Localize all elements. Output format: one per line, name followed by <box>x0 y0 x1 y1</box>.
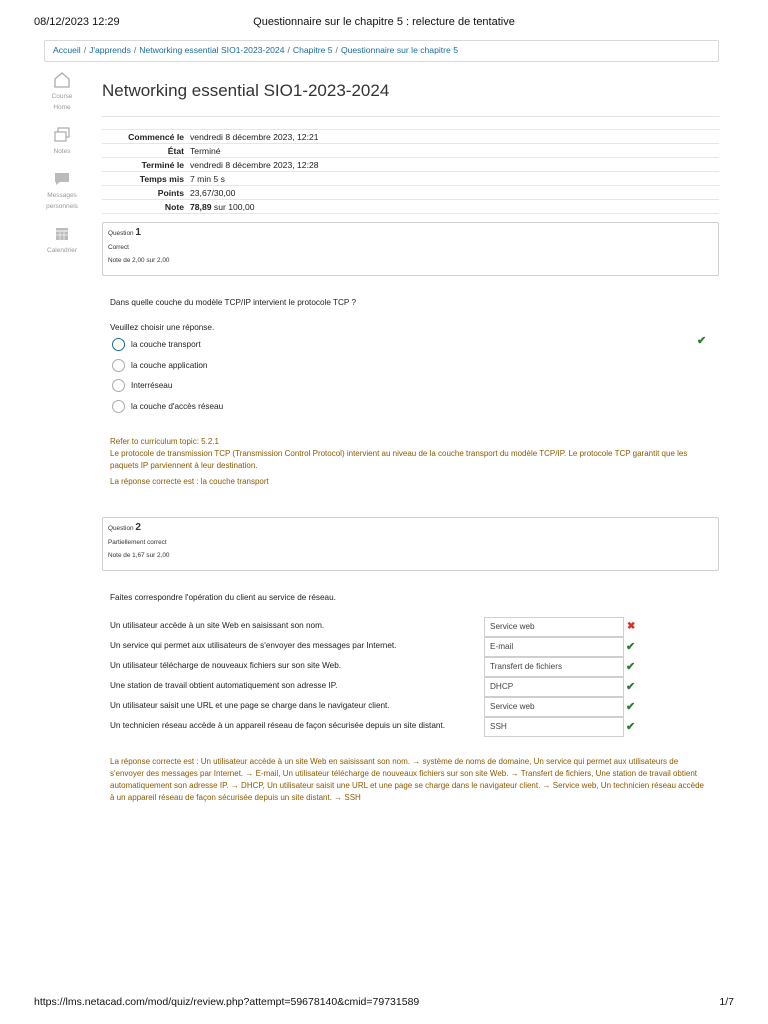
summary-label: Temps mis <box>139 173 184 184</box>
summary-row <box>102 144 719 158</box>
summary-row <box>102 130 719 144</box>
grade-value: 78,89 <box>190 201 212 212</box>
attempt-summary-table <box>102 129 719 214</box>
messages-icon <box>53 171 71 187</box>
nav-calendar[interactable] <box>40 226 84 256</box>
match-row <box>110 697 640 717</box>
nav-messages[interactable] <box>40 171 84 212</box>
radio-selected[interactable] <box>112 338 125 351</box>
grade-scale: sur 100,00 <box>213 201 255 212</box>
correct-check-icon: ✔ <box>626 701 636 713</box>
radio[interactable] <box>112 359 125 372</box>
question-state: Correct <box>108 244 129 251</box>
nav-label-messages: Messages personnels <box>46 192 78 210</box>
summary-value: vendredi 8 décembre 2023, 12:21 <box>190 131 319 142</box>
match-row <box>110 657 640 677</box>
feedback-topic: Refer to curriculum topic: 5.2.1 <box>110 437 219 446</box>
question-number <box>108 522 713 533</box>
match-stem: Un utilisateur saisit une URL et une page se charge dans le navigateur client. <box>110 701 390 710</box>
incorrect-cross-icon: ✖ <box>627 621 636 632</box>
question-1-info <box>102 222 719 276</box>
match-stem: Un utilisateur accède à un site Web en saisissant son nom. <box>110 621 325 630</box>
question-1-prompt: Veuillez choisir une réponse. <box>110 323 215 332</box>
summary-value: vendredi 8 décembre 2023, 12:28 <box>190 159 319 170</box>
home-icon <box>53 72 71 88</box>
nav-label-calendar: Calendrier <box>47 247 77 254</box>
match-answer-select[interactable]: Transfert de fichiers <box>484 657 624 677</box>
match-answer-select[interactable]: Service web <box>484 617 624 637</box>
radio[interactable] <box>112 379 125 392</box>
answer-option[interactable] <box>112 399 223 414</box>
nav-course-home[interactable] <box>40 72 84 113</box>
question-1-feedback <box>110 436 710 472</box>
breadcrumb: Accueil / J'apprends / Networking essential SIO1-2023-2024 / Chapitre 5 / Questionnaire sur le chapitre 5 <box>44 40 719 62</box>
answer-option[interactable] <box>112 337 201 352</box>
question-number-value: 2 <box>135 522 141 533</box>
left-navigation <box>40 72 84 270</box>
breadcrumb-chapter[interactable]: Chapitre 5 <box>292 45 333 55</box>
correct-check-icon: ✔ <box>626 661 636 673</box>
question-number-value: 1 <box>135 227 141 238</box>
question-label: Question <box>108 230 134 237</box>
answer-option-label: la couche d'accès réseau <box>131 402 224 411</box>
page-title: Networking essential SIO1-2023-2024 <box>102 81 390 100</box>
summary-label: Commencé le <box>128 131 184 142</box>
match-stem: Une station de travail obtient automatiquement son adresse IP. <box>110 681 338 690</box>
print-document-title: Questionnaire sur le chapitre 5 : relecture de tentative <box>253 16 515 28</box>
match-answer-select[interactable]: SSH <box>484 717 624 737</box>
print-header <box>34 16 734 30</box>
match-row <box>110 637 640 657</box>
question-label: Question <box>108 525 134 532</box>
question-2-text: Faites correspondre l'opération du client au service de réseau. <box>110 593 336 602</box>
match-answer-select[interactable]: DHCP <box>484 677 624 697</box>
correct-check-icon: ✔ <box>626 721 636 733</box>
summary-value: 23,67/30,00 <box>190 187 236 198</box>
answer-option[interactable] <box>112 358 207 373</box>
correct-check-icon: ✔ <box>626 641 636 653</box>
grades-icon <box>53 127 71 143</box>
question-2-info <box>102 517 719 571</box>
summary-row <box>102 200 719 214</box>
question-state: Partiellement correct <box>108 539 167 546</box>
question-number <box>108 227 713 238</box>
match-row <box>110 677 640 697</box>
correct-check-icon: ✔ <box>626 681 636 693</box>
summary-label: Note <box>164 201 184 212</box>
answer-option-label: la couche transport <box>131 340 201 349</box>
answer-option[interactable] <box>112 378 172 393</box>
breadcrumb-course[interactable]: Networking essential SIO1-2023-2024 <box>139 45 285 55</box>
breadcrumb-learning[interactable]: J'apprends <box>89 45 131 55</box>
summary-row <box>102 172 719 186</box>
question-1-right-answer: La réponse correcte est : la couche transport <box>110 477 269 486</box>
match-stem: Un service qui permet aux utilisateurs de s'envoyer des messages par Internet. <box>110 641 397 650</box>
title-divider <box>102 116 719 117</box>
question-2-right-answer: La réponse correcte est : Un utilisateur accède à un site Web en saisissant son nom. → système de noms de domaine, Un service qui permet aux utilisateurs de s'envoyer des messages par Internet. → E-mail, Un utilisateur télécharge de nouveaux fichiers sur son site Web. → Transfert de fichiers, Une station de travail obtient automatiquement son adresse IP. → DHCP, Un utilisateur saisit une URL et une page se charge dans le navigateur client. → Service web, Un technicien réseau accède à un appareil réseau de façon sécurisée depuis un site distant. → SSH <box>110 757 704 802</box>
summary-label: Points <box>157 187 184 198</box>
nav-grades[interactable] <box>40 127 84 157</box>
calendar-icon <box>53 226 71 242</box>
print-url: https://lms.netacad.com/mod/quiz/review.php?attempt=59678140&cmid=79731589 <box>34 996 420 1008</box>
question-1-text: Dans quelle couche du modèle TCP/IP intervient le protocole TCP ? <box>110 298 357 307</box>
breadcrumb-quiz[interactable]: Questionnaire sur le chapitre 5 <box>340 45 458 55</box>
print-footer <box>34 996 734 1010</box>
match-stem: Un technicien réseau accède à un appareil réseau de façon sécurisée depuis un site distant. <box>110 721 445 730</box>
match-row <box>110 617 640 637</box>
question-mark: Note de 1,67 sur 2,00 <box>108 552 170 559</box>
match-stem: Un utilisateur télécharge de nouveaux fichiers sur son site Web. <box>110 661 342 670</box>
match-answer-select[interactable]: E-mail <box>484 637 624 657</box>
match-answer-select[interactable]: Service web <box>484 697 624 717</box>
nav-label-grades: Notes <box>53 148 71 155</box>
summary-value: 7 min 5 s <box>190 173 225 184</box>
radio[interactable] <box>112 400 125 413</box>
question-mark: Note de 2,00 sur 2,00 <box>108 257 170 264</box>
print-datetime: 08/12/2023 12:29 <box>34 16 120 28</box>
answer-option-label: Interréseau <box>131 381 173 390</box>
breadcrumb-home[interactable]: Accueil <box>53 45 81 55</box>
print-page-number: 1/7 <box>719 996 734 1008</box>
answer-option-label: la couche application <box>131 361 208 370</box>
summary-label: Terminé le <box>141 159 184 170</box>
summary-row <box>102 186 719 200</box>
summary-label: État <box>167 145 184 156</box>
summary-row <box>102 158 719 172</box>
summary-value: Terminé <box>190 145 221 156</box>
feedback-explanation: Le protocole de transmission TCP (Transmission Control Protocol) intervient au niveau de la couche transport du modèle TCP/IP. Le protocole TCP garantit que les paquets IP parviennent à leur destination. <box>110 449 688 470</box>
summary-value <box>190 200 719 214</box>
match-row <box>110 717 640 737</box>
correct-check-icon: ✔ <box>697 335 707 347</box>
nav-label-course-home: Course Home <box>51 93 73 111</box>
